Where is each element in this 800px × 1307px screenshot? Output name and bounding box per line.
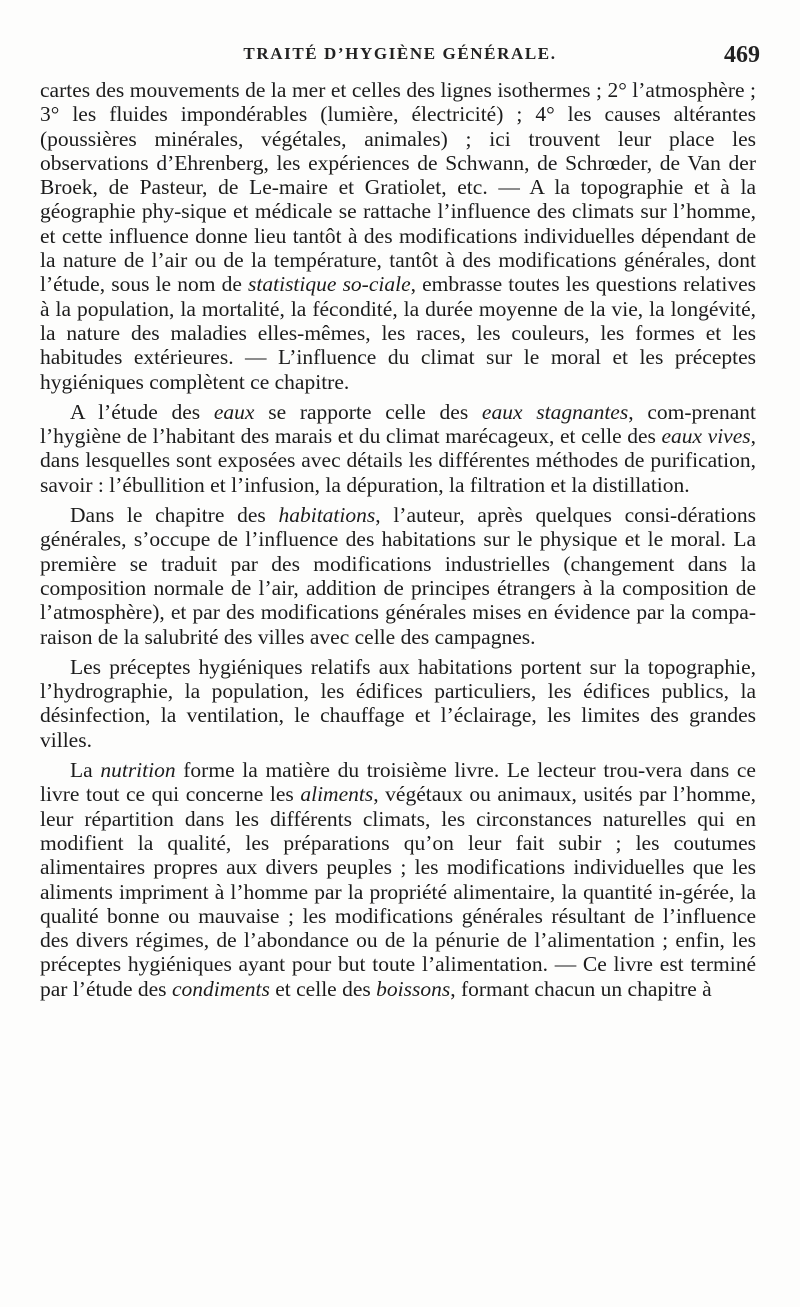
running-head <box>40 40 760 80</box>
text-run: , dans lesquelles sont exposées avec détails les différentes méthodes de purification, savoir : l’ébullition et l’infusion, la dépuration, la filtration et la distillation. <box>40 424 756 497</box>
running-title: TRAITÉ D’HYGIÈNE GÉNÉRALE. <box>243 44 557 63</box>
paragraph <box>40 400 756 497</box>
text-run: et celle des <box>269 976 377 1001</box>
text-run: , formant chacun un chapitre à <box>450 976 712 1001</box>
paragraph <box>40 758 756 1001</box>
italic-text: condiments <box>171 976 270 1001</box>
italic-text: habitations <box>278 503 376 528</box>
italic-text: nutrition <box>100 758 176 783</box>
text-run: , com-prenant l’hygiène de l’habitant des marais et du climat marécageux, et celle des <box>40 399 756 449</box>
italic-text: eaux vives <box>661 424 751 449</box>
paragraph <box>40 78 756 394</box>
italic-text: boissons <box>376 976 451 1001</box>
italic-text: eaux <box>213 399 255 424</box>
text-run: se rapporte celle des <box>254 399 482 424</box>
text-run: Dans le chapitre des <box>70 503 279 528</box>
paragraph <box>40 503 756 649</box>
text-run: forme la matière du troisième livre. Le lecteur trou-vera dans ce livre tout ce qui concerne les <box>40 758 756 807</box>
italic-text: statistique so-ciale <box>248 272 411 297</box>
text-run: cartes des mouvements de la mer et celles des lignes isothermes ; 2° l’atmosphère ; 3° les fluides impondérables (lumière, électricité) ; 4° les causes altérantes (poussières minérales, végétales, animales) ; ici trouvent leur place les observations d’Ehrenberg, les expériences de Schwann, de Schrœder, de Van der Broek, de Pasteur, de Le-maire et Gratiolet, etc. — A la topographie et à la géographie phy-sique et médicale se rattache l’influence des climats sur l’homme, et cette influence donne lieu tantôt à des modifications individuelles dépendant de la nature de l’air ou de la température, tantôt à des modifications générales, dont l’étude, sous le nom de <box>40 78 756 297</box>
paragraph <box>40 655 756 752</box>
text-run: , l’auteur, après quelques consi-dérations générales, s’occupe de l’influence des habitations sur le physique et le moral. La première se traduit par des modifications industrielles (changement dans la composition normale de l’air, addition de principes étrangers à la composition de l’atmosphère), et par des modifications générales mises en évidence par la compa-raison de la salubrité des villes avec celle des campagnes. <box>40 503 756 649</box>
page-number: 469 <box>724 42 760 68</box>
italic-text: eaux stagnantes <box>481 399 629 424</box>
text-body <box>40 78 756 1001</box>
italic-text: aliments <box>300 782 374 807</box>
text-run: Les préceptes hygiéniques relatifs aux habitations portent sur la topographie, l’hydrographie, la population, les édifices particuliers, les édifices publics, la désinfection, la ventilation, le chauffage et l’éclairage, les limites des grandes villes. <box>40 654 756 752</box>
text-run: A l’étude des <box>70 399 214 424</box>
text-run: La <box>70 758 101 783</box>
text-run: , embrasse toutes les questions relatives à la population, la mortalité, la fécondité, la durée moyenne de la vie, la longévité, la nature des maladies elles-mêmes, les races, les couleurs, les formes et les habitudes extérieures. — L’influence du climat sur le moral et les préceptes hygiéniques complètent ce chapitre. <box>40 272 756 394</box>
text-run: , végétaux ou animaux, usités par l’homme, leur répartition dans les différents climats, les circonstances naturelles qui en modifient la qualité, les préparations qu’on leur fait subir ; les coutumes alimentaires propres aux divers peuples ; les modifications individuelles que les aliments impriment à l’homme par la propriété alimentaire, la quantité in-gérée, la qualité bonne ou mauvaise ; les modifications générales résultant de l’influence des divers régimes, de l’abondance ou de la pénurie de l’alimentation ; enfin, les préceptes hygiéniques ayant pour but toute l’alimentation. — Ce livre est terminé par l’étude des <box>40 782 757 1001</box>
